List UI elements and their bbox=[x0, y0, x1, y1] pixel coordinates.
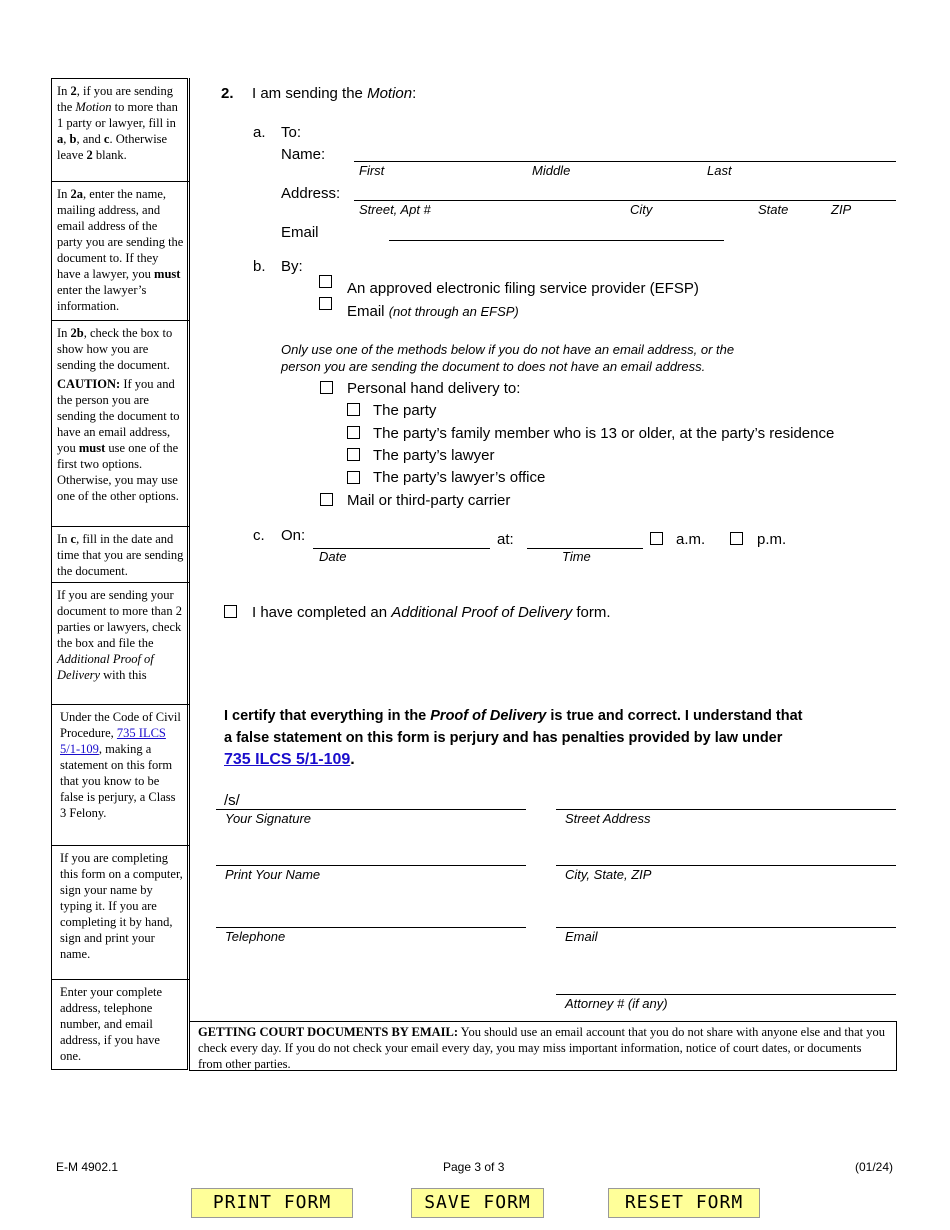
lawyer-office-checkbox[interactable] bbox=[347, 471, 360, 484]
at-label: at: bbox=[497, 531, 514, 548]
alternative-note-line2: person you are sending the document to does not have an email address. bbox=[281, 359, 706, 374]
email-input-line[interactable] bbox=[389, 240, 724, 241]
email-label: Email bbox=[281, 224, 319, 241]
mail-label: Mail or third-party carrier bbox=[347, 492, 511, 509]
print-form-button[interactable]: PRINT FORM bbox=[191, 1188, 353, 1218]
certify-line1: I certify that everything in the Proof of Delivery is true and correct. I understand that bbox=[224, 708, 803, 724]
instruction-cell-address: Enter your complete address, telephone number, and email address, if you have one. bbox=[60, 985, 163, 1063]
family-member-checkbox[interactable] bbox=[347, 426, 360, 439]
your-signature-caption: Your Signature bbox=[225, 811, 312, 826]
to-label: To: bbox=[281, 124, 302, 141]
attorney-caption: Attorney # (if any) bbox=[565, 996, 668, 1011]
the-party-checkbox[interactable] bbox=[347, 403, 360, 416]
email-caption: Email bbox=[565, 929, 598, 944]
section-number: 2. bbox=[221, 85, 234, 102]
print-name-caption: Print Your Name bbox=[225, 867, 321, 882]
date-caption: Date bbox=[319, 549, 347, 564]
email-option-label: Email (not through an EFSP) bbox=[347, 303, 519, 320]
the-party-label: The party bbox=[373, 402, 437, 419]
email-notice-box bbox=[189, 1021, 897, 1071]
instruction-cell-2c: In c, fill in the date and time that you are sending the document. bbox=[52, 527, 189, 583]
name-input-line[interactable] bbox=[354, 161, 896, 162]
pm-label: p.m. bbox=[757, 531, 787, 548]
telephone-caption: Telephone bbox=[225, 929, 286, 944]
mail-checkbox[interactable] bbox=[320, 493, 333, 506]
street-caption: Street, Apt # bbox=[359, 202, 431, 217]
city-caption: City bbox=[630, 202, 653, 217]
pm-checkbox[interactable] bbox=[730, 532, 743, 545]
city-state-zip-caption: City, State, ZIP bbox=[565, 867, 652, 882]
signature-line bbox=[216, 809, 526, 810]
additional-proof-checkbox[interactable] bbox=[224, 605, 237, 618]
form-date: (01/24) bbox=[855, 1160, 894, 1174]
certify-line3: 735 ILCS 5/1-109. bbox=[224, 751, 355, 768]
instruction-cell-2: In 2, if you are sending the Motion to more than 1 party or lawyer, fill in a, b, and c. Otherwise leave 2 blank. bbox=[52, 79, 189, 182]
street-address-line[interactable] bbox=[556, 809, 896, 810]
am-checkbox[interactable] bbox=[650, 532, 663, 545]
state-caption: State bbox=[758, 202, 789, 217]
by-label: By: bbox=[281, 258, 303, 275]
time-caption: Time bbox=[562, 549, 591, 564]
signature-value[interactable]: /s/ bbox=[224, 792, 240, 809]
name-label: Name: bbox=[281, 146, 326, 163]
telephone-line[interactable] bbox=[216, 927, 526, 928]
item-c-letter: c. bbox=[253, 527, 265, 544]
party-lawyer-checkbox[interactable] bbox=[347, 448, 360, 461]
instructions-sidebar bbox=[51, 78, 188, 1070]
alternative-note-line1: Only use one of the methods below if you do not have an email address, or the bbox=[281, 342, 735, 357]
item-b-letter: b. bbox=[253, 258, 266, 275]
address-label: Address: bbox=[281, 185, 341, 202]
instruction-cell-2a: In 2a, enter the name, mailing address, and email address of the party you are sending the document to. If they have a lawyer, you must enter the lawyer’s information. bbox=[52, 182, 189, 321]
last-name-caption: Last bbox=[707, 163, 732, 178]
efsp-checkbox[interactable] bbox=[319, 275, 332, 288]
ilcs-link[interactable]: 735 ILCS 5/1-109 bbox=[224, 751, 351, 768]
form-id: E-M 4902.1 bbox=[56, 1160, 119, 1174]
hand-delivery-checkbox[interactable] bbox=[320, 381, 333, 394]
page-number: Page 3 of 3 bbox=[443, 1160, 505, 1174]
am-label: a.m. bbox=[676, 531, 706, 548]
instruction-cell-2b: In 2b, check the box to show how you are sending the document. CAUTION: If you and the person you are sending the document to have an email address, you must use one of the first two options. Otherwise, you may use one of the other options. bbox=[52, 321, 189, 527]
email-notice-body: You should use an email account that you do not share with anyone else and that you check every day. If you do not check your email every day, you may miss important information, notice of court dates, or documents from other parties. bbox=[198, 1025, 886, 1071]
first-name-caption: First bbox=[359, 163, 385, 178]
email-notice-title: GETTING COURT DOCUMENTS BY EMAIL: bbox=[198, 1025, 459, 1039]
reset-form-button[interactable]: RESET FORM bbox=[608, 1188, 760, 1218]
hand-delivery-label: Personal hand delivery to: bbox=[347, 380, 521, 397]
item-a-letter: a. bbox=[253, 124, 266, 141]
email-line[interactable] bbox=[556, 927, 896, 928]
additional-proof-label: I have completed an Additional Proof of Delivery form. bbox=[252, 604, 611, 621]
address-input-line[interactable] bbox=[354, 200, 896, 201]
efsp-label: An approved electronic filing service provider (EFSP) bbox=[347, 280, 699, 297]
section-heading: I am sending the Motion: bbox=[252, 85, 417, 102]
save-form-button[interactable]: SAVE FORM bbox=[411, 1188, 544, 1218]
sidebar-divider bbox=[189, 78, 190, 1070]
zip-caption: ZIP bbox=[831, 202, 852, 217]
party-lawyer-label: The party’s lawyer bbox=[373, 447, 495, 464]
instruction-cell-additional: If you are sending your document to more than 2 parties or lawyers, check the box and file the Additional Proof of Delivery with this bbox=[52, 583, 189, 705]
attorney-line[interactable] bbox=[556, 994, 896, 995]
ilcs-link-sidebar[interactable]: 735 ILCS 5/1-109 bbox=[60, 726, 166, 756]
on-label: On: bbox=[281, 527, 306, 544]
family-member-label: The party’s family member who is 13 or older, at the party’s residence bbox=[373, 425, 835, 442]
street-address-caption: Street Address bbox=[565, 811, 651, 826]
print-name-line[interactable] bbox=[216, 865, 526, 866]
city-state-zip-line[interactable] bbox=[556, 865, 896, 866]
certify-line2: a false statement on this form is perjury and has penalties provided by law under bbox=[224, 730, 783, 746]
lawyer-office-label: The party’s lawyer’s office bbox=[373, 469, 546, 486]
instruction-cell-signature: If you are completing this form on a computer, sign your name by typing it. If you are completing it by hand, sign and print your name. bbox=[52, 846, 189, 980]
middle-name-caption: Middle bbox=[532, 163, 571, 178]
instruction-cell-perjury: Under the Code of Civil Procedure, 735 ILCS 5/1-109, making a statement on this form that you know to be false is perjury, a Class 3 Felony. bbox=[52, 705, 189, 846]
email-checkbox[interactable] bbox=[319, 297, 332, 310]
